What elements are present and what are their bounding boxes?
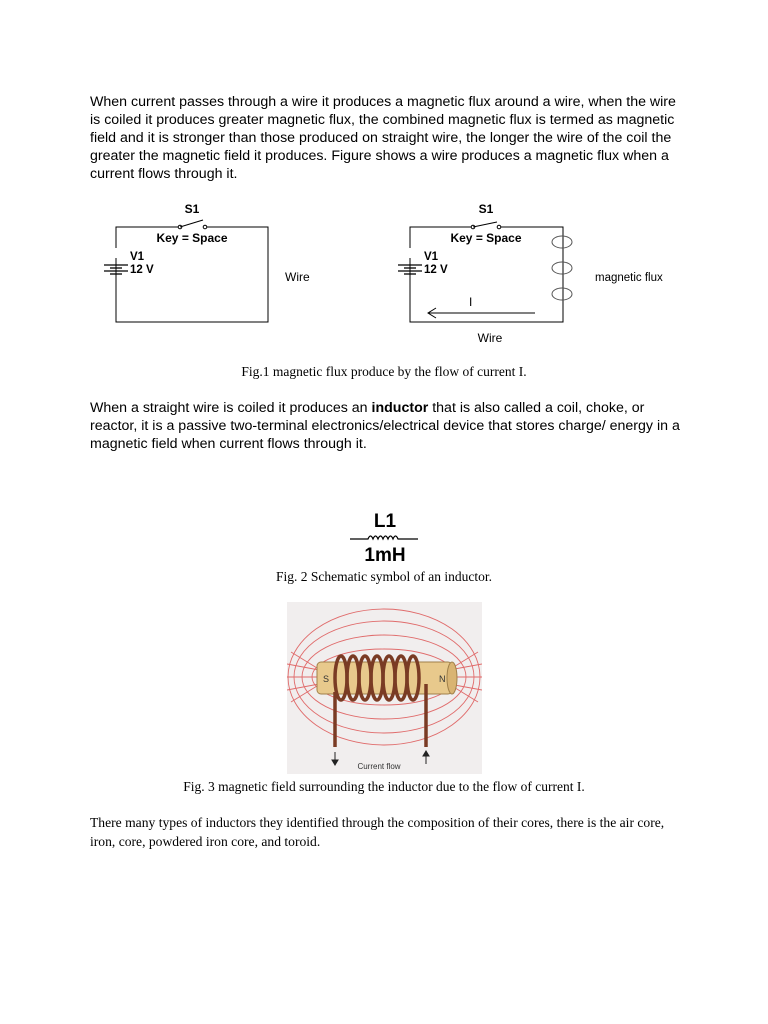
left-key-label: Key = Space — [156, 231, 228, 245]
left-wire-label: Wire — [285, 270, 310, 284]
left-source-name: V1 — [130, 251, 145, 263]
flux-label: magnetic flux — [595, 272, 663, 284]
right-source-value: 12 V — [424, 264, 448, 276]
inductor-name: L1 — [373, 511, 397, 532]
current-label: I — [469, 295, 473, 309]
magnetic-flux-loops — [552, 236, 572, 300]
paragraph-text-before: When a straight wire is coiled it produces an — [90, 400, 372, 416]
right-switch-label: S1 — [478, 202, 494, 216]
north-pole-label: N — [439, 674, 446, 684]
intro-paragraph: When current passes through a wire it produces a magnetic flux around a wire, when the wire is coiled it produces greater magnetic flux, the combined magnetic flux is termed as magnetic field and it is stronger than those produced on straight wire, the longer the wire of the coil the greater the magnetic field it produces. Figure shows a wire produces a magnetic flux when a current flows through it. — [90, 94, 676, 182]
left-source-value: 12 V — [130, 264, 154, 276]
figure-3-caption: Fig. 3 magnetic field surrounding the inductor due to the flow of current I. — [183, 779, 585, 794]
inductor-coil-icon — [350, 536, 418, 539]
left-switch-label: S1 — [184, 202, 200, 216]
right-wire-label: Wire — [477, 331, 503, 345]
inductor-term: inductor — [371, 400, 429, 416]
current-flow-label: Current flow — [357, 762, 401, 771]
paragraph-text-after: that is also called a coil, choke, or reactor, it is a passive two-terminal electronics/electrical device that stores charge/ energy in a magnetic field when current flows through it. — [90, 400, 680, 452]
inductor-paragraph — [90, 399, 690, 453]
inductor-field-illustration — [287, 602, 482, 774]
right-key-label: Key = Space — [450, 231, 522, 245]
figure-1-circuits — [0, 0, 768, 360]
right-source-name: V1 — [424, 251, 439, 263]
inductor-value: 1mH — [364, 545, 406, 566]
inductor-types-paragraph: There many types of inductors they identified through the composition of their cores, there is the air core, iron, core, powdered iron core, and toroid. — [90, 815, 665, 849]
inductor-symbol — [340, 505, 430, 567]
south-pole-label: S — [323, 674, 330, 684]
figure-1-caption: Fig.1 magnetic flux produce by the flow of current I. — [241, 364, 527, 379]
figure-2-caption: Fig. 2 Schematic symbol of an inductor. — [276, 569, 492, 584]
